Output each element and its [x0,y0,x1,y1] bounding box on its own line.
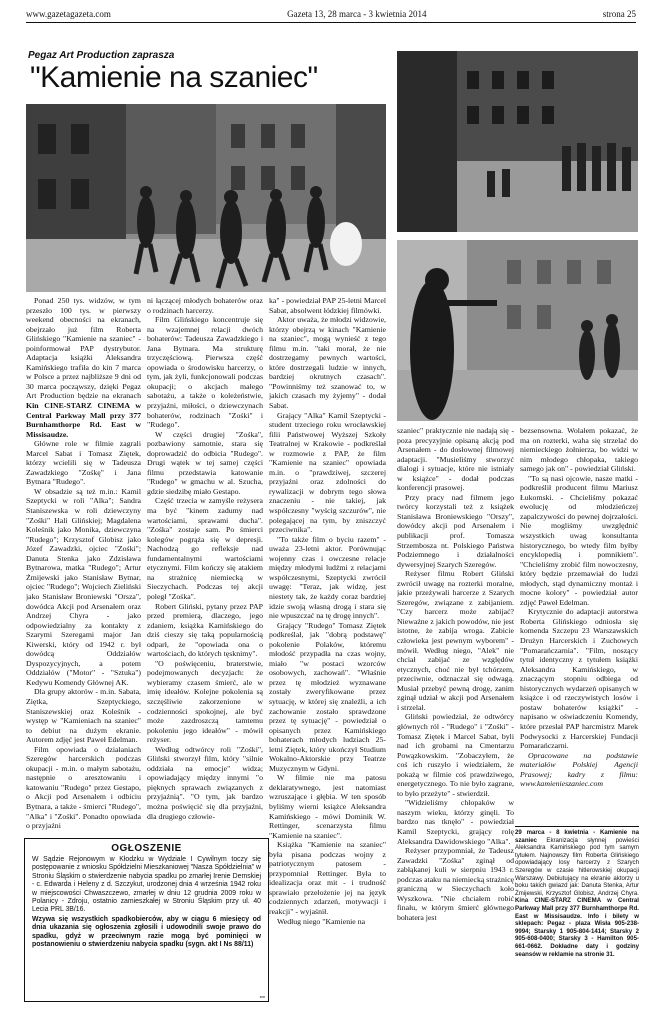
notice-call-to-heirs: Wzywa się wszystkich spadkobierców, aby w ciągu 6 miesięcy od dnia ukazania się ogłoszenia zgłosili i udowodnili swoje prawo do spadku, gdyż w przeciwnym razie mogą być pominięci w postanowieniu o stwierdzeniu nabycia spadku (sygn. akt I Ns 88/11) [32,915,261,949]
notice-body: W Sądzie Rejonowym w Kłodzku w Wydziale I Cywilnym toczy się postępowanie z wniosku Spółdzielni Mieszkaniowej "Nasza Spółdzielnia" w Stroniu Śląskim o stwierdzenie nabycia spadku po zmarłej Irenie Demskiej - c. Edwarda i Heleny z d. Szczykut, urodzonej dnia 4 września 1942 roku w miejscowości Chwaszczewo, zmarłej w dniu 12 grudnia 2009 roku w Polanicy - Zdroju, ostatnio zamieszkałej w Stroniu Śląskim przy ul. 40 Lecia PRL 3B/16. [32,856,261,914]
col4-paragraph-3: Reżyser filmu Robert Gliński zwrócił uwagę na rozterki moralne, jakie przeżywali harcerze z Szarych Szeregów, związane z zabijaniem. "Czy harcerz może zabijać? Niewaźne z jakich powodów, nie jest istotne, że zabija wroga. Zabicie człowieka jest pewnym wyborem" - mówił. Według niego, "Alek" nie chciał zabijać ze względów etycznych, choć nie był tchórzem, przeciwnie, odznaczał się odwagą. Musiał przebyć pewną drogę, zanim zginął udział w akcji pod Arsenałem i strzelał. [397,569,514,712]
main-photo [26,104,386,292]
article-column-5 [520,426,638,822]
header-rule [26,22,636,23]
col1-paragraph-3: W obsadzie są też m.in.: Kamil Szeptycki w roli "Alka"; Sandra Staniszewska w roli dziewczyny "Zośki" Hali Glińskiej; Magdalena Koleśnik jako Monika, dziewczyna "Rudego"; Krzysztof Globisz jako Józef Zawadzki, ojciec "Zośki"; Danuta Stenka jako Zdzisława Bytnarowa, matka "Rudego"; Artur Żmijewski jako Stanisław Bytnar, ojciec "Rudego"; Wojciech Zieliński jako Stanisław Broniewski "Orsza", dowódca Akcji pod Arsenałem oraz Andrzej Chyra - jako odpowiedzialny za kontakty z Szarymi Szeregami major Jan Kiwerski, który od 1942 r. był dowódcą Oddziałów Dyspozycyjnych, a potem Oddziałów ("Motor" - "Sztuka") Kedywu Komendy Głównej AK. [26,486,141,687]
article-column-2 [147,296,263,832]
header-page-number: strona 25 [602,9,636,19]
article-kicker: Pegaz Art Production zaprasza [28,50,175,61]
aiming-photo [397,240,638,421]
col2-paragraph-5: Robert Gliński, pytany przez PAP przed premierą, dlaczego, jego zdaniem, książka Kamińskiego do dziś cieszy się taką popularnością odparł, że "opowiada ona o wartościach, do których tęsknimy". [147,601,263,659]
col5-source-note: Opracowane na podstawie materiałów Polskiej Agencji Prasowej; kadry z filmu: www.kamienieszaniec.com [520,750,638,789]
notice-corner-mark: sm [259,994,265,999]
article-column-1 [26,296,141,832]
col5-paragraph-2: "To są nasi ojcowie, nasze matki - podkreślił producent filmu Mariusz Łukomski. - Chcieliśmy pokazać ewolucję od młodzieńczej zapalczywości do pewnej dojrzałości. Nie mogliśmy uwzględnić wszystkich uwag konsultanta historycznego, bo wtedy film byłby encyklopedią i pomnikiem". "Chcieliśmy zrobić film nowoczesny, który będzie przemawiał do ludzi młodych, stąd dynamiczny montaż i mocne kolory" - powiedział autor zdjęć Paweł Edelman. [520,473,638,607]
col5-paragraph-1: bezsensowna. Wolałem pokazać, że ma on rozterki, waha się strzelać do niemieckiego żołnierza, bo widzi w nim młodego chłopaka, takiego samego jak on" - powiedział Gliński. [520,426,638,474]
sidebar-cinema-info: Kina CINE-STARZ CINEMA w Central Parkway Mall przy 377 Burnhamthorpe Rd. East w Missisaudze. Info i bilety w sklepach: Pegaz - plaza Wisła 905-238-9994; Starsky 1 905-804-1414; Starsky 2 905-608-0400; Starsky 3 - Hamilton 905-661-0662. Dokładne daty i godziny seansów w reklamie na stronie 31. [515,897,639,958]
col1-paragraph-4: Dla grupy aktorów - m.in. Sabata, Ziętka, Szeptyckiego, Staniszewskiej oraz Koleśnik - występ w "Kamieniach na szaniec" to debiut na dużym ekranie. Autorem zdjęć jest Paweł Edelman. [26,687,141,745]
col3-paragraph-4: "To także film o byciu razem" - uważa 23-letni aktor. Porównując wojenny czas i owczesne relacje między młodymi ludźmi z relacjami współczesnymi, Szeptycki zwrócił uwagę: "Teraz, jak widzę, jest niestety tak, że każdy coraz bardziej idzie swoją własną drogą i stara się nie wpuszczać na tę drogę innych". [269,534,386,621]
col2-paragraph-6: "O poświęceniu, braterstwie, podejmowanych decyzjach: że wybieramy czasem śmierć, ale w imię ideałów. Kolejne pokolenia są szczęśliwie zakorzenione w codzienności spokojnej, ale być może zazdroszczą tamtemu pokoleniu jego ideałów" - mówił reżyser. [147,658,263,745]
col1-paragraph-1: Ponad 250 tys. widzów, w tym przeszło 100 tys. w pierwszy weekend obecności na ekranach, obejrzało już film Roberta Glińskiego "Kamienie na szaniec" - poinformował PAP dystrybutor. Adaptacja książki Aleksandra Kamińskiego trafiła do kin 7 marca w Polsce a przez najbliższe 9 dni od 30 marca począwszy, dzięki Pegaz Art Production będzie na ekranach [26,296,141,401]
sidebar-body: Ekranizacja słynnej powieści Aleksandra Kamińskiego pod tym samym tytułem. Najnowszy film Roberta Glińskiego opowiadający losy harcerzy z Szarych Szeregów w czasie hitlerowskiej okupacji Warszawy. Debiutujący na ekranie aktorzy u boku takich gwiazd jak: Danuta Stenka, Artur Żmijewski, Krzysztof Globisz, Andrzej Chyra. [515,836,639,897]
col3-paragraph-8: Według niego "Kamienie na [277,916,366,926]
header-website: www.gazetagazeta.com [26,9,111,19]
screening-info-sidebar [515,826,639,1016]
article-column-4 [397,426,514,1016]
soldiers-photo [397,51,638,232]
col3-paragraph-2: Aktor uważa, że młodzi widzowie, którzy obejrzą w kinach "Kamienie na szaniec", mogą wynieść z tego filmu m.in. "taki morał, że nie dostrzegamy pewnych wartości, które dostrzegali ludzie w innych, bardziej okrutnych czasach". "Powinniśmy też szanować to, w jakich czasach my żyjemy" - dodał Sabat. [269,315,386,411]
legal-notice-box [24,838,269,1002]
col1-paragraph-5: Film opowiada o działaniach Szeregów harcerskich podczas okupacji - m.in. o małym sabotażu, następnie o aresztowaniu i katowaniu "Rudego" przez Gestapo, o Akcji pod Arsenałem i odbiciu Bytnara, a także - śmierci "Rudego", "Alka" i "Zośki". Ponadto opowiada o przyjaźni [26,744,141,831]
col2-paragraph-3: W części drugiej "Zośka", pozbawiony samotnie, stara się doprowadzić do odbicia "Rudego". Drugi wątek w tej samej części filmu przedstawia katowanie "Rudego" w gmachu w al. Szucha, gdzie siedzibę miało Gestapo. [147,429,263,496]
page-header [26,7,636,21]
col4-paragraph-6: Reżyser przypomniał, że Tadeusz Zawadzki "Zośka" zginął od zabłąkanej kuli w sierpniu 1943 r. podczas ataku na niemiecką strażnicę graniczną w Sieczychach koło Wyszkowa. "Nie chciałem robić finału, w którym śmierć głównego bohatera jest [397,846,514,922]
col4-paragraph-1: szaniec" praktycznie nie nadają się - poza precyzyjnie opisaną akcją pod Arsenałem - do dosłownej filmowej adaptacji. "Musieliśmy stworzyć dialogi i sytuacje, które nie istniały w książce" - dodał podczas konferencji prasowej. [397,426,514,493]
col5-paragraph-3: Krytycznie do adaptacji autorstwa Roberta Glińskiego odniosła się komenda Szczepu 23 Warszawskich Drużyn Harcerskich i Zuchowych "Pomarańczarnia". "Film, noszący tytuł identyczny z tytułem książki Aleksandra Kamińskiego, w znaczącym stopniu odbiega od historycznych wydarzeń opisanych w książce i od rzeczywistych losów i postaw bohaterów książki" - napisano w oświadczeniu Komendy, które przesłał PAP harcmistrz Marek Podwysocki z Harcerskiej Fundacji Pomarańczarni. [520,607,638,751]
notice-title: OGŁOSZENIE [111,843,182,854]
col4-paragraph-4: Gliński powiedział, że odtwórcy głównych ról - "Rudego" i "Zośki" - Tomasz Ziętek i Marcel Sabat, byli nad ich grobami na Cmentarzu Powązkowskim. "Zobaczyłem, że coś ich ruszyło i wiedziałem, że pokażą w filmie coś prawdziwego, energetycznego. To nie było zagrane, to było przeżyte" - stwierdził. [397,712,514,798]
col2-paragraph-1: ni łączącej młodych bohaterów oraz o rodzinach harcerzy. [147,296,263,315]
col2-paragraph-7: Według odtwórcy roli "Zośki", Gliński stworzył film, który "silnie oddziała na emocje" widza; opowiadający między innymi "o pięknych sprawach związanych z przyjaźnią". "O tym, jak bardzo można poświęcić się dla przyjaźni, dla drugiego człowie- [147,744,263,821]
sidebar-lead: 29 marca - 8 kwietnia - Kamienie na szaniec [515,829,639,844]
col3-paragraph-7: Książka "Kamienie na szaniec" była pisana podczas wojny z patriotycznym patosem - przypomniał Rettinger. Była to idealizacja oraz mit - i trudność sprawiało przełożenie jej na język codziennych zdarzeń, motywacji i reakcji" - wyjaśnił. [269,840,386,916]
col4-paragraph-2: Przy pracy nad filmem jego twórcy korzystali też z książek Stanisława Broniewskiego "Orszy", dowódcy akcji pod Arsenałem i publikacji prof. Tomasza Strzembosza nt. Polskiego Państwa Podziemnego i działalności dywersyjnej Szarych Szeregów. [397,492,514,569]
col1-cinema-info: Kin CINE-STARZ CINEMA w Central Parkway Mall przy 377 Burnhamthorpe Rd. East w Missisaudze. [26,401,141,439]
article-column-3 [269,296,386,1016]
col1-paragraph-2: Główne role w filmie zagrali Marcel Sabat i Tomasz Ziętek, którzy wcielili się w Tadeusza Zawadzkiego "Zośkę" i Jana Bytnara "Rudego". [26,439,141,487]
col3-paragraph-3: Grający "Alka" Kamil Szeptycki - student trzeciego roku wrocławskiej filii Państwowej Wyższej Szkoły Teatralnej w Krakowie - podkreślał w rozmowie z PAP, że film "Kamienie na szaniec" opowiada m.in. o "prawdziwej, szczerej przyjaźni oraz zdolności do rywalizacji w dobrym tego słowa znaczeniu - nie takiej, jak współczesny "wyścig szczurów", nie polegającej na tym, by zniszczyć przeciwnika". [269,410,386,535]
sidebar-rule [515,826,639,827]
article-headline: "Kamienie na szaniec" [30,61,318,94]
col2-paragraph-2: Film Glińskiego koncentruje się na wzajemnej relacji dwóch bohaterów: Tadeusza Zawadzkiego i Jana Bytnara. Ma strukturę trzyczęściową. Pierwsza część opowiada o środowisku harcerzy, o tym, jak żyli, funkcjonowali podczas okupacji; o akcjach małego sabotażu, a także o koleżeństwie, przyjaźni, miłości, o dziewczynach bohaterów, rodzinach "Zośki" i "Rudego". [147,315,263,430]
col4-paragraph-5: "Widzieliśmy chłopaków w naszym wieku, którzy ginęli. To bardzo nas tknęło" - powiedział Kamil Szeptycki, grający rolę Aleksandra Dawidowskiego "Alka". [397,798,514,846]
col3-paragraph-1: ka" - powiedział PAP 25-letni Marcel Sabat, absolwent łódzkiej filmówki. [269,296,386,315]
col2-paragraph-4: Część trzecia w zamyśle reżysera ma być "kinem zadumy nad wartościami, sprawami ducha". "Zośka" zostaje sam. Po śmierci kolegów pogrąża się w depresji. Nachodzą go refleksje nad fundamentalnymi wartościami etycznymi. Film kończy się atakiem na strażnicę niemiecką w Sieczychach. Podczas tej akcji poległ "Zośka". [147,496,263,601]
col3-paragraph-6: W filmie nie ma patosu deklaratywnego, jest natomiast wzruszające i głębia. W ten sposób byliśmy wierni książce Aleksandra Kamińskiego - mówi Dominik W. Rettinger, scenarzysta filmu "Kamienie na szaniec". [269,773,386,840]
header-issue: Gazeta 13, 28 marca - 3 kwietnia 2014 [287,9,427,19]
col3-paragraph-5: Grający "Rudego" Tomasz Ziętek podkreślał, jak "dobrą podstawę" pokolenie Polaków, któremu młodość przypadła na czas wojny, miało "w postaci wzorców osobowych, zachowań". "Właśnie przez tę młodzież wyznawane zostały zweryfikowane przez sytuację, w której się znaleźli, a ich zachowanie zostało sprawdzone przez tę sytuację" - powiedział o opisanych przez Kamińskiego bohaterach młodych ludziach 25-letni Ziętek, który ukończył Studium Wokalno-Aktorskie przy Teatrze Muzycznym w Gdyni. [269,620,386,773]
